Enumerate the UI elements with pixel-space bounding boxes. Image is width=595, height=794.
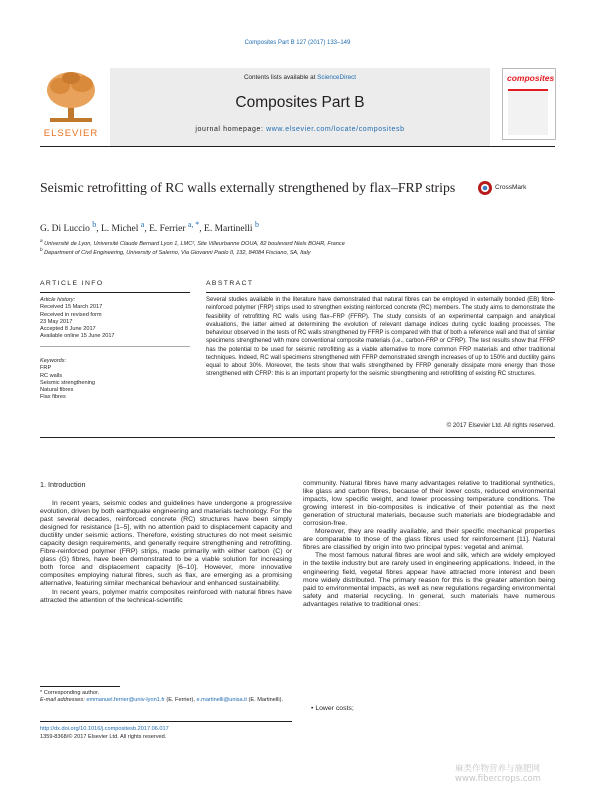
email-addresses [40,697,292,704]
email-owner: (E. Ferrier), [166,697,195,703]
divider [40,346,190,347]
email-link[interactable]: emmanuel.ferrier@univ-lyon1.fr [86,697,165,703]
body-right-column [303,480,555,609]
author-affiliation-mark[interactable]: b [254,220,259,229]
keywords-label: Keywords: [40,358,67,364]
homepage-label: journal homepage: [195,126,264,133]
section-heading: 1. Introduction [40,480,86,489]
keyword: Natural fibres [40,387,74,394]
footnote-divider [40,686,120,687]
email-label: E-mail addresses: [40,697,85,703]
journal-name: Composites Part B [235,94,365,111]
author-name: G. Di Luccio [40,224,90,235]
email-owner: (E. Martinelli). [248,697,284,703]
keyword: FRP [40,365,52,372]
history-line: Received 15 March 2017 [40,304,103,311]
divider [40,437,555,438]
abstract-heading: ABSTRACT [206,280,254,287]
publisher-name: ELSEVIER [43,128,99,139]
journal-info-box [110,68,490,146]
doi-link[interactable]: http://dx.doi.org/10.1016/j.compositesb.2017.06.017 [40,726,169,732]
author-affiliation-mark[interactable]: b [92,220,97,229]
divider [40,292,190,293]
paragraph: In recent years, polymer matrix composites reinforced with natural fibres have attracted the attention of the technical-scientific [40,588,292,604]
contents-line [110,74,490,81]
history-line: Accepted 8 June 2017 [40,326,96,333]
journal-homepage [110,126,490,133]
cover-title: composites [507,73,555,83]
affiliation-mark: a [40,238,43,243]
paragraph: The most famous natural fibres are wool and silk, which are widely employed in the textile industry but are rarely used in engineering applications. Indeed, in the engineering field, vegetal fibres appear have attracted more interest and been more widely distributed. The primary reason for this is the greater attention being paid to environmental impacts, as well as new regulations regarding environmental safety and material recycling. In general, such materials have numerous advantages relative to traditional ones: [303,552,555,608]
divider [40,721,292,722]
corresponding-author-note: * Corresponding author. [40,690,100,696]
paragraph: community. Natural fibres have many advantages relative to traditional synthetics, like glass and carbon fibres, because of their lower costs, reduced environmental impacts, low specific weight, and lower processing temperature conditions. The growing interest in bio-composites is indicative of their potential as the next generation of structural materials, because such materials are biodegradable and corrosion-free. [303,480,555,528]
keyword: Seismic strengthening [40,379,96,386]
sciencedirect-link[interactable]: ScienceDirect [317,74,356,81]
journal-masthead [40,68,555,147]
author-list: G. Di Luccio $^b$, L. Michel $^a$, E. Ferrier $^{a, *}$, E. Martinelli $^b$ [40,220,259,235]
contents-prefix: Contents lists available at [243,74,316,81]
crossmark-label[interactable]: CrossMark [495,184,527,191]
bullet-item [311,705,354,712]
keyword: RC walls [40,372,63,379]
footnotes [40,690,292,704]
body-left-column [40,500,292,605]
history-line: 23 May 2017 [40,318,73,325]
keywords [40,358,190,402]
author-name: E. Martinelli [204,224,253,235]
keyword: Flax fibres [40,394,66,401]
homepage-link[interactable]: www.elsevier.com/locate/compositesb [266,126,405,133]
affiliation [40,247,311,256]
history-line: Received in revised form [40,311,102,318]
author-affiliation-mark[interactable]: a [140,220,145,229]
history-line: Available online 15 June 2017 [40,333,115,340]
bullet-text: Lower costs; [315,705,354,712]
affiliation-text: Department of Civil Engineering, University of Salerno, Via Giovanni Paolo II, 132, 84084 Fisciano, SA, Italy [44,249,311,256]
paragraph: In recent years, seismic codes and guidelines have undergone a progressive evolution, driven by both earthquake engineering and materials technology. For the past several decades, reinforced concrete (RC) structures have been simply designed for resistance [1–5], with no attention paid to displacement capacity and ductility under seismic actions. Therefore, existing structures do not meet seismic capacity design requirements, and generally require strengthening and retrofitting. Fibre-reinforced polymer (FRP) strips, made primarily with either carbon (C) or glass (G) fibres, have been demonstrated to be a viable solution for increasing both force and displacement capacity [6–10]. However, more innovative composites employing natural fibres, such as flax, are emerging as a promising alternative, featuring similar mechanical behaviour and enhanced sustainability. [40,500,292,588]
article-history [40,297,190,341]
article-info-heading: ARTICLE INFO [40,280,104,287]
affiliation-mark: b [40,247,43,252]
paragraph: Moreover, they are readily available, and their specific mechanical properties are comparable to those of the glass fibres used for reinforcement [11]. Natural fibres are classified by origin into two principal types: vegetal and animal. [303,528,555,552]
email-link[interactable]: e.martinelli@unisa.it [196,697,247,703]
journal-cover-thumbnail [502,68,556,140]
author-affiliation-mark[interactable]: a, * [187,220,200,229]
affiliation-text: Université de Lyon, Université Claude Bernard Lyon 1, LMC², Site Villeurbanne DOUA, 82 boulevard Niels BOHR, France [44,240,345,247]
article-title: Seismic retrofitting of RC walls externally strengthened by flax–FRP strips [40,180,456,195]
divider [206,292,555,293]
author-name: L. Michel [100,224,139,235]
journal-citation[interactable]: Composites Part B 127 (2017) 133–149 [244,40,351,46]
crossmark-icon[interactable] [478,181,492,195]
cover-artwork [508,89,548,135]
issn-line: 1359-8368/© 2017 Elsevier Ltd. All rights reserved. [40,734,167,740]
author-name: E. Ferrier [149,224,186,235]
watermark: 麻类作物营养与施肥网 www.fibercrops.com [455,764,541,784]
copyright: © 2017 Elsevier Ltd. All rights reserved. [446,422,555,429]
affiliation [40,238,345,247]
abstract-text: Several studies available in the literature have demonstrated that natural fibres can be employed in externally bonded (EB) fibre-reinforced polymer (FRP) strips used to strengthen existing reinforced concrete (RC) members. The study aims to demonstrate the feasibility of retrofitting RC walls using flax–FRP (FFRP). The study consists of an experimental campaign and analytical evaluations, the latter aimed at determining the evolution of relevant damage indices during cyclic loading processes. The behaviour observed in the tests of RC walls strengthened by FFRP is compared with that of both a reference wall and that of similar specimens strengthened with more conventional composite materials (i.e., carbon-FRP or CFRP). The test results show that FFRP has the potential to be used for seismic retrofitting as a viable alternative to more common FRP materials and other traditional techniques. Indeed, RC wall specimens strengthened with FFRP demonstrated strength increases of up to 150% and ductility gains equal to about 30%. Moreover, the tests show that walls strengthened by FFRP generally dissipate more energy than those strengthened with CFRP: this is an important property for the seismic strengthening and retrofitting of existing RC structures. [206,297,555,378]
bullet-dot-icon: • [311,705,316,712]
history-label: Article history: [40,297,76,303]
